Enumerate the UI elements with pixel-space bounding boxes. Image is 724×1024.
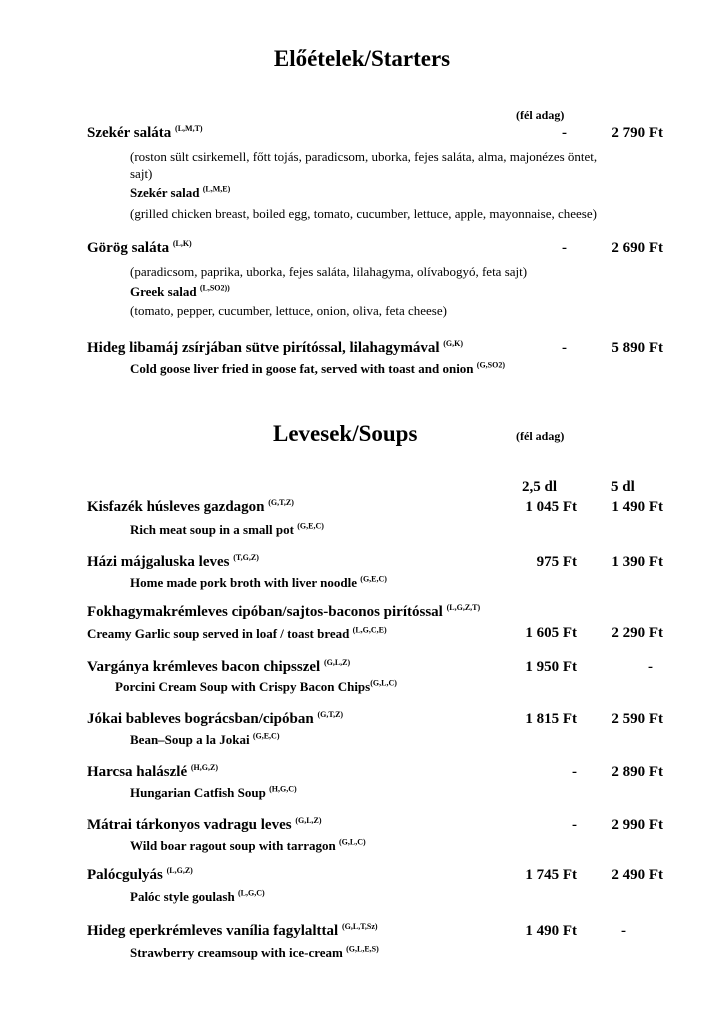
starter-price: 2 790 Ft [611, 125, 663, 141]
soup-price-large: 2 490 Ft [611, 867, 663, 883]
soup-name-en: Creamy Garlic soup served in loaf / toast bread $^{(L,G,C,E)}$ [87, 625, 387, 641]
starter-desc-en: (tomato, pepper, cucumber, lettuce, onion, oliva, feta cheese) [130, 303, 447, 318]
soup-price-large: - [648, 659, 653, 675]
starter-name-en: Greek salad $^{(L,SO2))}$ [130, 283, 230, 299]
starter-name: Szekér saláta $^{(L,M,T)}$ [87, 124, 203, 141]
soup-name: Harcsa halászlé $^{(H,G,Z)}$ [87, 763, 218, 780]
starter-name: Görög saláta $^{(L,K)}$ [87, 239, 192, 256]
soup-price-small: - [572, 764, 577, 780]
soup-price-large: - [621, 923, 626, 939]
soup-price-small: 1 950 Ft [525, 659, 577, 675]
soup-name-en: Porcini Cream Soup with Crispy Bacon Chips$^{(G,L,C)}$ [115, 678, 397, 694]
soup-price-large: 2 890 Ft [611, 764, 663, 780]
starter-desc-hu-cont: sajt) [130, 166, 153, 181]
starter-price: 5 890 Ft [611, 340, 663, 356]
soup-name: Jókai bableves bográcsban/cipóban $^{(G,T,Z)}$ [87, 710, 344, 727]
starter-desc-hu: (paradicsom, paprika, uborka, fejes saláta, lilahagyma, olívabogyó, feta sajt) [130, 264, 528, 279]
starters-title: Előételek/Starters [273, 46, 451, 71]
soup-name: Hideg eperkrémleves vanília fagylalttal $^{(G,L,T,Sz)}$ [87, 922, 378, 939]
soup-price-small: 975 Ft [536, 554, 577, 570]
soup-price-large: 2 590 Ft [611, 711, 663, 727]
soups-col-large: 5 dl [611, 479, 635, 495]
soup-name: Házi májgaluska leves $^{(T,G,Z)}$ [87, 553, 259, 570]
starter-name-en: Cold goose liver fried in goose fat, served with toast and onion $^{(G,SO2)}$ [130, 360, 506, 376]
soups-col-small: 2,5 dl [522, 479, 558, 495]
soup-name: Mátrai tárkonyos vadragu leves $^{(G,L,Z)}$ [87, 816, 322, 833]
soup-name-en: Bean–Soup a la Jokai $^{(G,E,C)}$ [130, 731, 280, 747]
soup-name-en: Rich meat soup in a small pot $^{(G,E,C)}$ [130, 521, 324, 537]
starter-half-price: - [562, 240, 567, 256]
soup-price-small: 1 605 Ft [525, 625, 577, 641]
starter-desc-hu: (roston sült csirkemell, főtt tojás, paradicsom, uborka, fejes saláta, alma, majonézes öntet, [130, 149, 598, 164]
starter-name-en: Szekér salad $^{(L,M,E)}$ [130, 184, 231, 200]
soup-name-en: Hungarian Catfish Soup $^{(H,G,C)}$ [130, 784, 297, 800]
soup-price-small: 1 045 Ft [525, 499, 577, 515]
soup-price-small: 1 815 Ft [525, 711, 577, 727]
soup-name: Vargánya krémleves bacon chipsszel $^{(G,L,Z)}$ [87, 658, 351, 675]
soup-price-large: 1 390 Ft [611, 554, 663, 570]
soup-name-en: Palóc style goulash $^{(L,G,C)}$ [130, 888, 265, 904]
soup-name: Palócgulyás $^{(L,G,Z)}$ [87, 866, 193, 883]
soup-name: Fokhagymakrémleves cipóban/sajtos-baconos pirítóssal $^{(L,G,Z,T)}$ [87, 603, 481, 620]
soup-price-small: - [572, 817, 577, 833]
soup-name-en: Strawberry creamsoup with ice-cream $^{(G,L,E,S)}$ [130, 944, 379, 960]
starter-desc-en: (grilled chicken breast, boiled egg, tomato, cucumber, lettuce, apple, mayonnaise, cheese) [130, 206, 597, 221]
soup-name: Kisfazék húsleves gazdagon $^{(G,T,Z)}$ [87, 498, 294, 515]
starter-price: 2 690 Ft [611, 240, 663, 256]
soup-name-en: Home made pork broth with liver noodle $^{(G,E,C)}$ [130, 574, 387, 590]
soup-price-large: 2 990 Ft [611, 817, 663, 833]
starter-half-price: - [562, 340, 567, 356]
soup-price-large: 2 290 Ft [611, 625, 663, 641]
starter-half-price: - [562, 125, 567, 141]
soup-name-en: Wild boar ragout soup with tarragon $^{(G,L,C)}$ [130, 837, 366, 853]
soups-half-label: (fél adag) [516, 429, 565, 443]
starters-half-label: (fél adag) [516, 108, 565, 122]
soup-price-large: 1 490 Ft [611, 499, 663, 515]
soup-price-small: 1 745 Ft [525, 867, 577, 883]
soups-title: Levesek/Soups [273, 421, 418, 446]
starter-name: Hideg libamáj zsírjában sütve pirítóssal, lilahagymával $^{(G,K)}$ [87, 339, 464, 356]
soup-price-small: 1 490 Ft [525, 923, 577, 939]
